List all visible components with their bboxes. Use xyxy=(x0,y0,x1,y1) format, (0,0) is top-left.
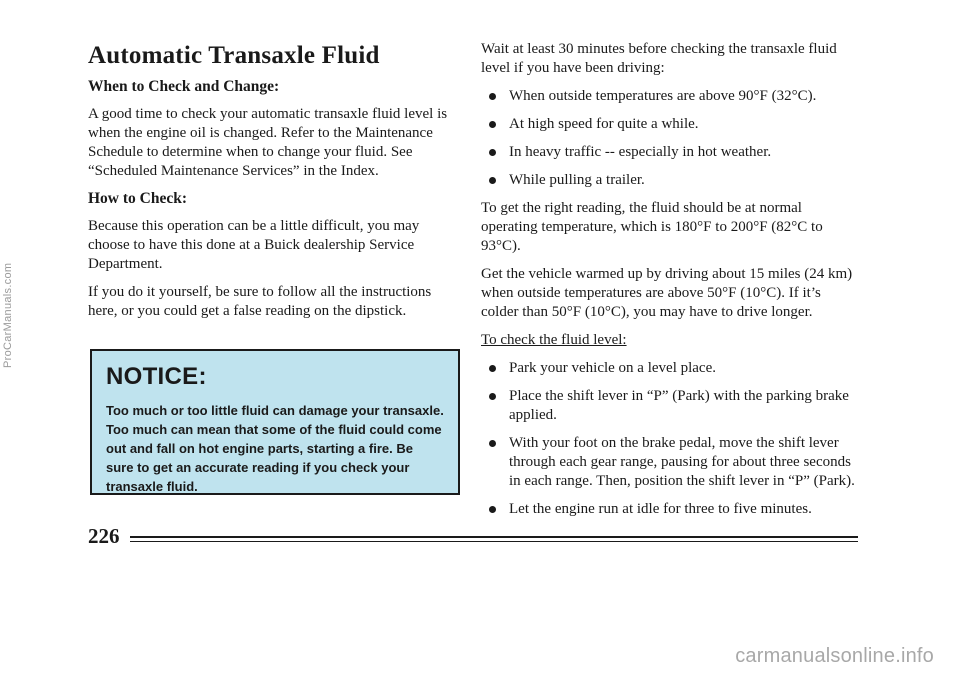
page-title: Automatic Transaxle Fluid xyxy=(88,42,380,69)
list-item: While pulling a trailer. xyxy=(481,171,856,190)
bullet-icon xyxy=(489,506,496,513)
wait-intro: Wait at least 30 minutes before checking the transaxle fluid level if you have been driving: xyxy=(481,41,837,76)
bullet-icon xyxy=(489,121,496,128)
when-text: A good time to check your automatic transaxle fluid level is when the engine oil is changed. Refer to the Maintenance Schedule to determine when to change your fluid. See “Scheduled Maintenance Services” in the Index. xyxy=(88,106,448,179)
page-number: 226 xyxy=(88,524,120,548)
notice-body: Too much or too little fluid can damage your transaxle. Too much can mean that some of the fluid could come out and fall on hot engine parts, starting a fire. Be sure to get an accurate reading if you check your transaxle fluid. xyxy=(106,403,444,494)
bullet-icon xyxy=(489,177,496,184)
footer-rule xyxy=(130,536,858,538)
how-text-2: If you do it yourself, be sure to follow all the instructions here, or you could get a false reading on the dipstick. xyxy=(88,284,432,319)
notice-title: NOTICE: xyxy=(106,363,207,390)
bullet-icon xyxy=(489,365,496,372)
bullet-icon xyxy=(489,393,496,400)
check-heading: To check the fluid level: xyxy=(481,332,627,348)
footer-rule-thin xyxy=(130,541,858,542)
notice-box xyxy=(90,349,460,495)
left-column xyxy=(88,42,463,330)
when-heading: When to Check and Change: xyxy=(88,78,280,95)
list-item: Park your vehicle on a level place. xyxy=(481,359,856,378)
list-item: Place the shift lever in “P” (Park) with the parking brake applied. xyxy=(481,387,856,425)
site-watermark: carmanualsonline.info xyxy=(735,645,934,667)
page-footer xyxy=(88,524,858,548)
list-item: When outside temperatures are above 90°F (32°C). xyxy=(481,87,856,106)
how-text-1: Because this operation can be a little difficult, you may choose to have this done at a Buick dealership Service Department. xyxy=(88,218,420,272)
right-column xyxy=(481,40,856,528)
bullet-icon xyxy=(489,93,496,100)
list-item: Let the engine run at idle for three to five minutes. xyxy=(481,500,856,519)
how-heading: How to Check: xyxy=(88,190,188,207)
steps-list xyxy=(481,359,856,519)
side-watermark: ProCarManuals.com xyxy=(2,262,14,368)
list-item: In heavy traffic -- especially in hot weather. xyxy=(481,143,856,162)
list-item: At high speed for quite a while. xyxy=(481,115,856,134)
bullet-icon xyxy=(489,149,496,156)
list-item: With your foot on the brake pedal, move the shift lever through each gear range, pausing for about three seconds in each range. Then, position the shift lever in “P” (Park). xyxy=(481,434,856,491)
temperature-text: To get the right reading, the fluid should be at normal operating temperature, which is 180°F to 200°F (82°C to 93°C). xyxy=(481,200,823,254)
bullet-icon xyxy=(489,440,496,447)
conditions-list xyxy=(481,87,856,190)
warmup-text: Get the vehicle warmed up by driving about 15 miles (24 km) when outside temperatures are above 50°F (10°C). If it’s colder than 50°F (10°C), you may have to drive longer. xyxy=(481,266,853,320)
